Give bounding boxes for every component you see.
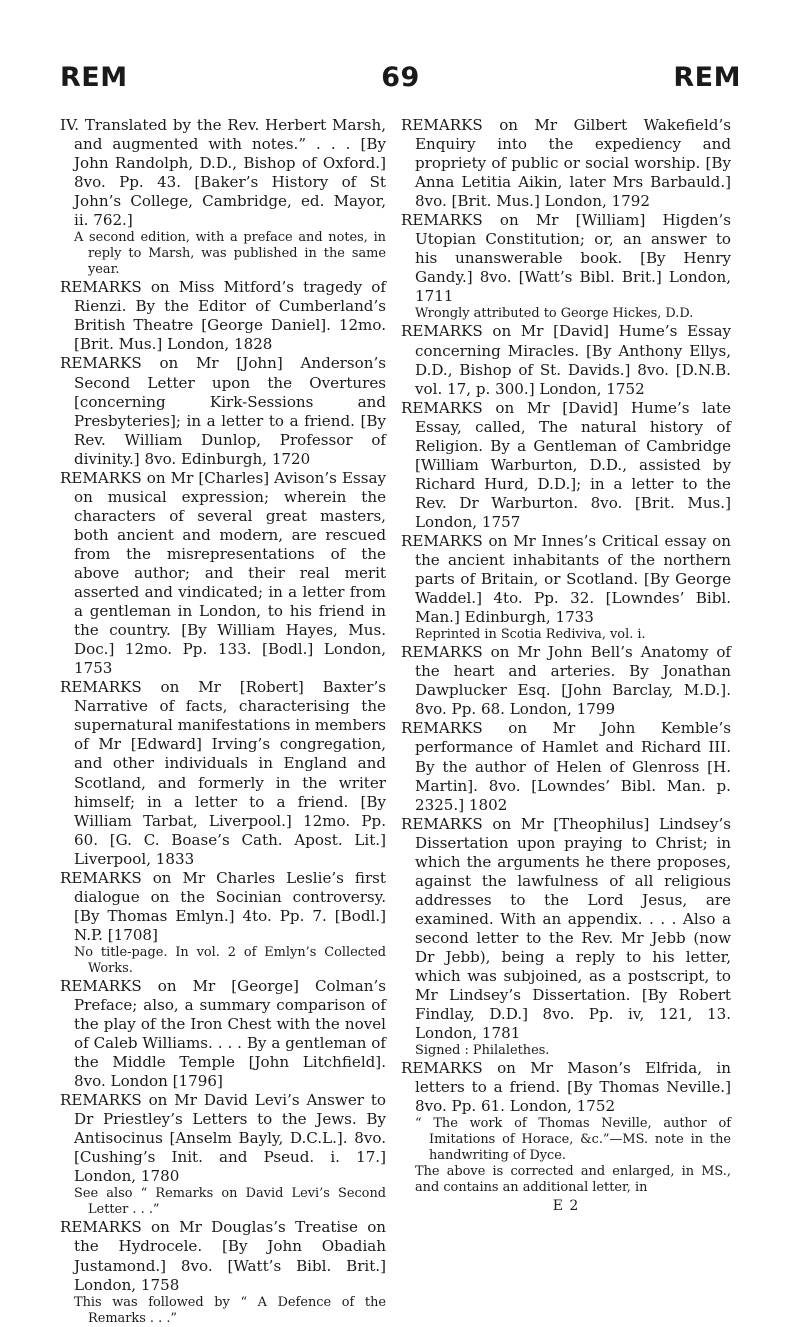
entry: IV. Translated by the Rev. Herbert Marsh, and augmented with notes.” . . . [By John Randolph, D.D., Bishop of Oxford.] 8vo. Pp. 43. [Baker’s History of St John’s College, Cambridge, ed. Mayor, ii. 762.] bbox=[60, 116, 386, 230]
entry: REMARKS on Mr Mason’s Elfrida, in letters to a friend. [By Thomas Neville.] 8vo. Pp. 61. London, 1752 bbox=[401, 1059, 731, 1116]
entry: REMARKS on Mr [Robert] Baxter’s Narrative of facts, characterising the supernatural manifestations in members of Mr [Edward] Irving’s congregation, and other individuals in England and Scotland, and formerly in the writer himself; in a letter to a friend. [By William Tarbat, Liverpool.] 12mo. Pp. 60. [G. C. Boase’s Cath. Apost. Lit.] Liverpool, 1833 bbox=[60, 678, 386, 868]
entry: REMARKS on Mr Innes’s Critical essay on the ancient inhabitants of the northern parts of Britain, or Scotland. [By George Waddel.] 4to. Pp. 32. [Lowndes’ Bibl. Man.] Edinburgh, 1733 bbox=[401, 531, 731, 627]
entry: REMARKS on Mr [Theophilus] Lindsey’s Dissertation upon praying to Christ; in which the arguments he there proposes, against the lawfulness of all religious addresses to the Lord Jesus, are examined. With an appendix. . . . Also a second letter to the Rev. Mr Jebb (now Dr Jebb), being a reply to his letter, which was subjoined, as a postscript, to Mr Lindsey’s Dissertation. [By Robert Findlay, D.D.] 8vo. Pp. iv, 121, 13. London, 1781 bbox=[401, 814, 731, 1043]
entry: REMARKS on Mr Charles Leslie’s first dialogue on the Socinian controversy. [By Thomas Emlyn.] 4to. Pp. 7. [Bodl.] N.P. [1708] bbox=[60, 868, 386, 944]
left-column bbox=[60, 116, 386, 1327]
entry: REMARKS on Mr [Charles] Avison’s Essay on musical expression; wherein the characters of several great masters, both ancient and modern, are rescued from the misrepresentations of the above author; and their real merit asserted and vindicated; in a letter from a gentleman in London, to his friend in the country. [By William Hayes, Mus. Doc.] 12mo. Pp. 133. [Bodl.] London, 1753 bbox=[60, 468, 386, 678]
entry: REMARKS on Mr [John] Anderson’s Second Letter upon the Overtures [concerning Kirk-Sessions and Presbyteries]; in a letter to a friend. [By Rev. William Dunlop, Professor of divinity.] 8vo. Edinburgh, 1720 bbox=[60, 354, 386, 468]
entry: REMARKS on Miss Mitford’s tragedy of Rienzi. By the Editor of Cumberland’s British Theatre [George Daniel]. 12mo. [Brit. Mus.] London, 1828 bbox=[60, 278, 386, 354]
entry: REMARKS on Mr [David] Hume’s late Essay, called, The natural history of Religion. By a Gentleman of Cambridge [William Warburton, D.D., assisted by Richard Hurd, D.D.]; in a letter to the Rev. Dr Warburton. 8vo. [Brit. Mus.] London, 1757 bbox=[401, 398, 731, 531]
running-header bbox=[60, 62, 741, 102]
entry: REMARKS on Mr [William] Higden’s Utopian Constitution; or, an answer to his unanswerable book. [By Henry Gandy.] 8vo. [Watt’s Bibl. Brit.] London, 1711 bbox=[401, 211, 731, 306]
entry: REMARKS on Mr [David] Hume’s Essay concerning Miracles. [By Anthony Ellys, D.D., Bishop of St. Davids.] 8vo. [D.N.B. vol. 17, p. 300.] London, 1752 bbox=[401, 322, 731, 398]
entry-note: Wrongly attributed to George Hickes, D.D. bbox=[415, 306, 694, 322]
entry: REMARKS on Mr John Kemble’s performance of Hamlet and Richard III. By the author of Helen of Glenross [H. Martin]. 8vo. [Lowndes’ Bibl. Man. p. 2325.] 1802 bbox=[401, 719, 731, 814]
entry-note: See also “ Remarks on David Levi’s Second Letter . . .” bbox=[74, 1186, 386, 1218]
entry: REMARKS on Mr [George] Colman’s Preface; also, a summary comparison of the play of the Iron Chest with the novel of Caleb Williams. . . . By a gentleman of the Middle Temple [John Litchfield]. 8vo. London [1796] bbox=[60, 976, 386, 1091]
entry-note: The above is corrected and enlarged, in MS., and contains an additional letter, in bbox=[415, 1164, 731, 1196]
entry-note: No title-page. In vol. 2 of Emlyn’s Collected Works. bbox=[74, 944, 386, 976]
right-column bbox=[401, 116, 731, 1214]
entry-note: This was followed by “ A Defence of the Remarks . . .” bbox=[74, 1294, 386, 1326]
entry-note: “ The work of Thomas Neville, author of Imitations of Horace, &c.”—MS. note in the handwriting of Dyce. bbox=[415, 1116, 731, 1164]
entry-note: A second edition, with a preface and notes, in reply to Marsh, was published in the same year. bbox=[74, 230, 386, 278]
header-right-word: REM bbox=[673, 62, 741, 93]
page-number: 69 bbox=[381, 62, 420, 93]
entry-note: Signed : Philalethes. bbox=[415, 1043, 550, 1059]
header-left-word: REM bbox=[60, 62, 128, 93]
entry: REMARKS on Mr John Bell’s Anatomy of the heart and arteries. By Jonathan Dawplucker Esq. [John Barclay, M.D.]. 8vo. Pp. 68. London, 1799 bbox=[401, 643, 731, 719]
entry-note: Reprinted in Scotia Rediviva, vol. i. bbox=[415, 627, 646, 643]
signature-mark: E 2 bbox=[552, 1198, 580, 1215]
entry: REMARKS on Mr David Levi’s Answer to Dr Priestley’s Letters to the Jews. By Antisocinus [Anselm Bayly, D.C.L.]. 8vo. [Cushing’s Init. and Pseud. i. 17.] London, 1780 bbox=[60, 1091, 386, 1186]
entry: REMARKS on Mr Gilbert Wakefield’s Enquiry into the expediency and propriety of public or social worship. [By Anna Letitia Aikin, later Mrs Barbauld.] 8vo. [Brit. Mus.] London, 1792 bbox=[401, 116, 731, 211]
entry: REMARKS on Mr Douglas’s Treatise on the Hydrocele. [By John Obadiah Justamond.] 8vo. [Watt’s Bibl. Brit.] London, 1758 bbox=[60, 1218, 386, 1294]
